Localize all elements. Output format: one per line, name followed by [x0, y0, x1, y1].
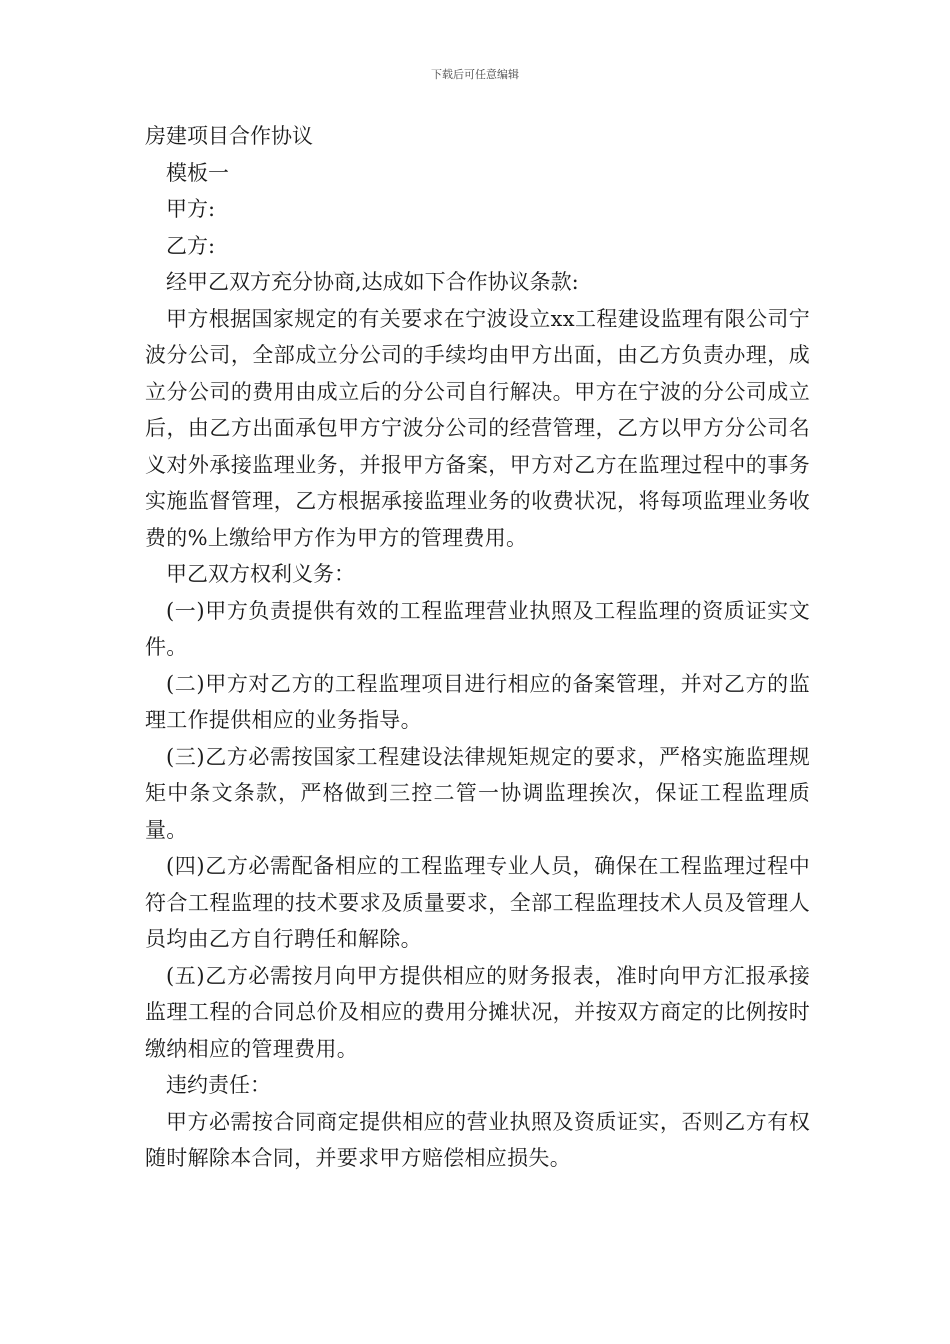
- party-b-line: 乙方:: [166, 233, 216, 258]
- breach-heading: 违约责任：: [166, 1073, 271, 1097]
- rights-item-3: (三)乙方必需按国家工程建设法律规矩规定的要求，严格实施监理规矩中条文条款，严格做到三控二管一协调监理挨次，保证工程监理质量。: [145, 744, 810, 842]
- paragraph-main-terms: 甲方根据国家规定的有关要求在宁波设立xx工程建设监理有限公司宁波分公司，全部成立分公司的手续均由甲方出面，由乙方负责办理，成立分公司的费用由成立后的分公司自行解决。甲方在宁波的分公司成立后，由乙方出面承包甲方宁波分公司的经营管理，乙方以甲方分公司名义对外承接监理业务，并报甲方备案，甲方对乙方在监理过程中的事务实施监督管理，乙方根据承接监理业务的收费状况，将每项监理业务收费的%上缴给甲方作为甲方的管理费用。: [145, 306, 810, 550]
- intro-line: 经甲乙双方充分协商,达成如下合作协议条款:: [166, 270, 579, 294]
- party-a-line: 甲方:: [166, 197, 216, 221]
- rights-item-1: (一)甲方负责提供有效的工程监理营业执照及工程监理的资质证实文件。: [145, 598, 810, 659]
- document-body: [145, 118, 810, 1177]
- page-header-note: 下载后可任意编辑: [431, 68, 519, 81]
- rights-heading: 甲乙双方权利义务：: [166, 562, 355, 586]
- rights-item-4: (四)乙方必需配备相应的工程监理专业人员，确保在工程监理过程中符合工程监理的技术要求及质量要求，全部工程监理技术人员及管理人员均由乙方自行聘任和解除。: [145, 854, 810, 951]
- rights-item-5: (五)乙方必需按月向甲方提供相应的财务报表，准时向甲方汇报承接监理工程的合同总价及相应的费用分摊状况，并按双方商定的比例按时缴纳相应的管理费用。: [145, 963, 810, 1061]
- rights-item-2: (二)甲方对乙方的工程监理项目进行相应的备案管理，并对乙方的监理工作提供相应的业务指导。: [145, 671, 810, 732]
- template-label: 模板一: [166, 160, 229, 185]
- document-title: 房建项目合作协议: [145, 124, 313, 148]
- breach-paragraph: 甲方必需按合同商定提供相应的营业执照及资质证实，否则乙方有权随时解除本合同，并要求甲方赔偿相应损失。: [145, 1109, 810, 1170]
